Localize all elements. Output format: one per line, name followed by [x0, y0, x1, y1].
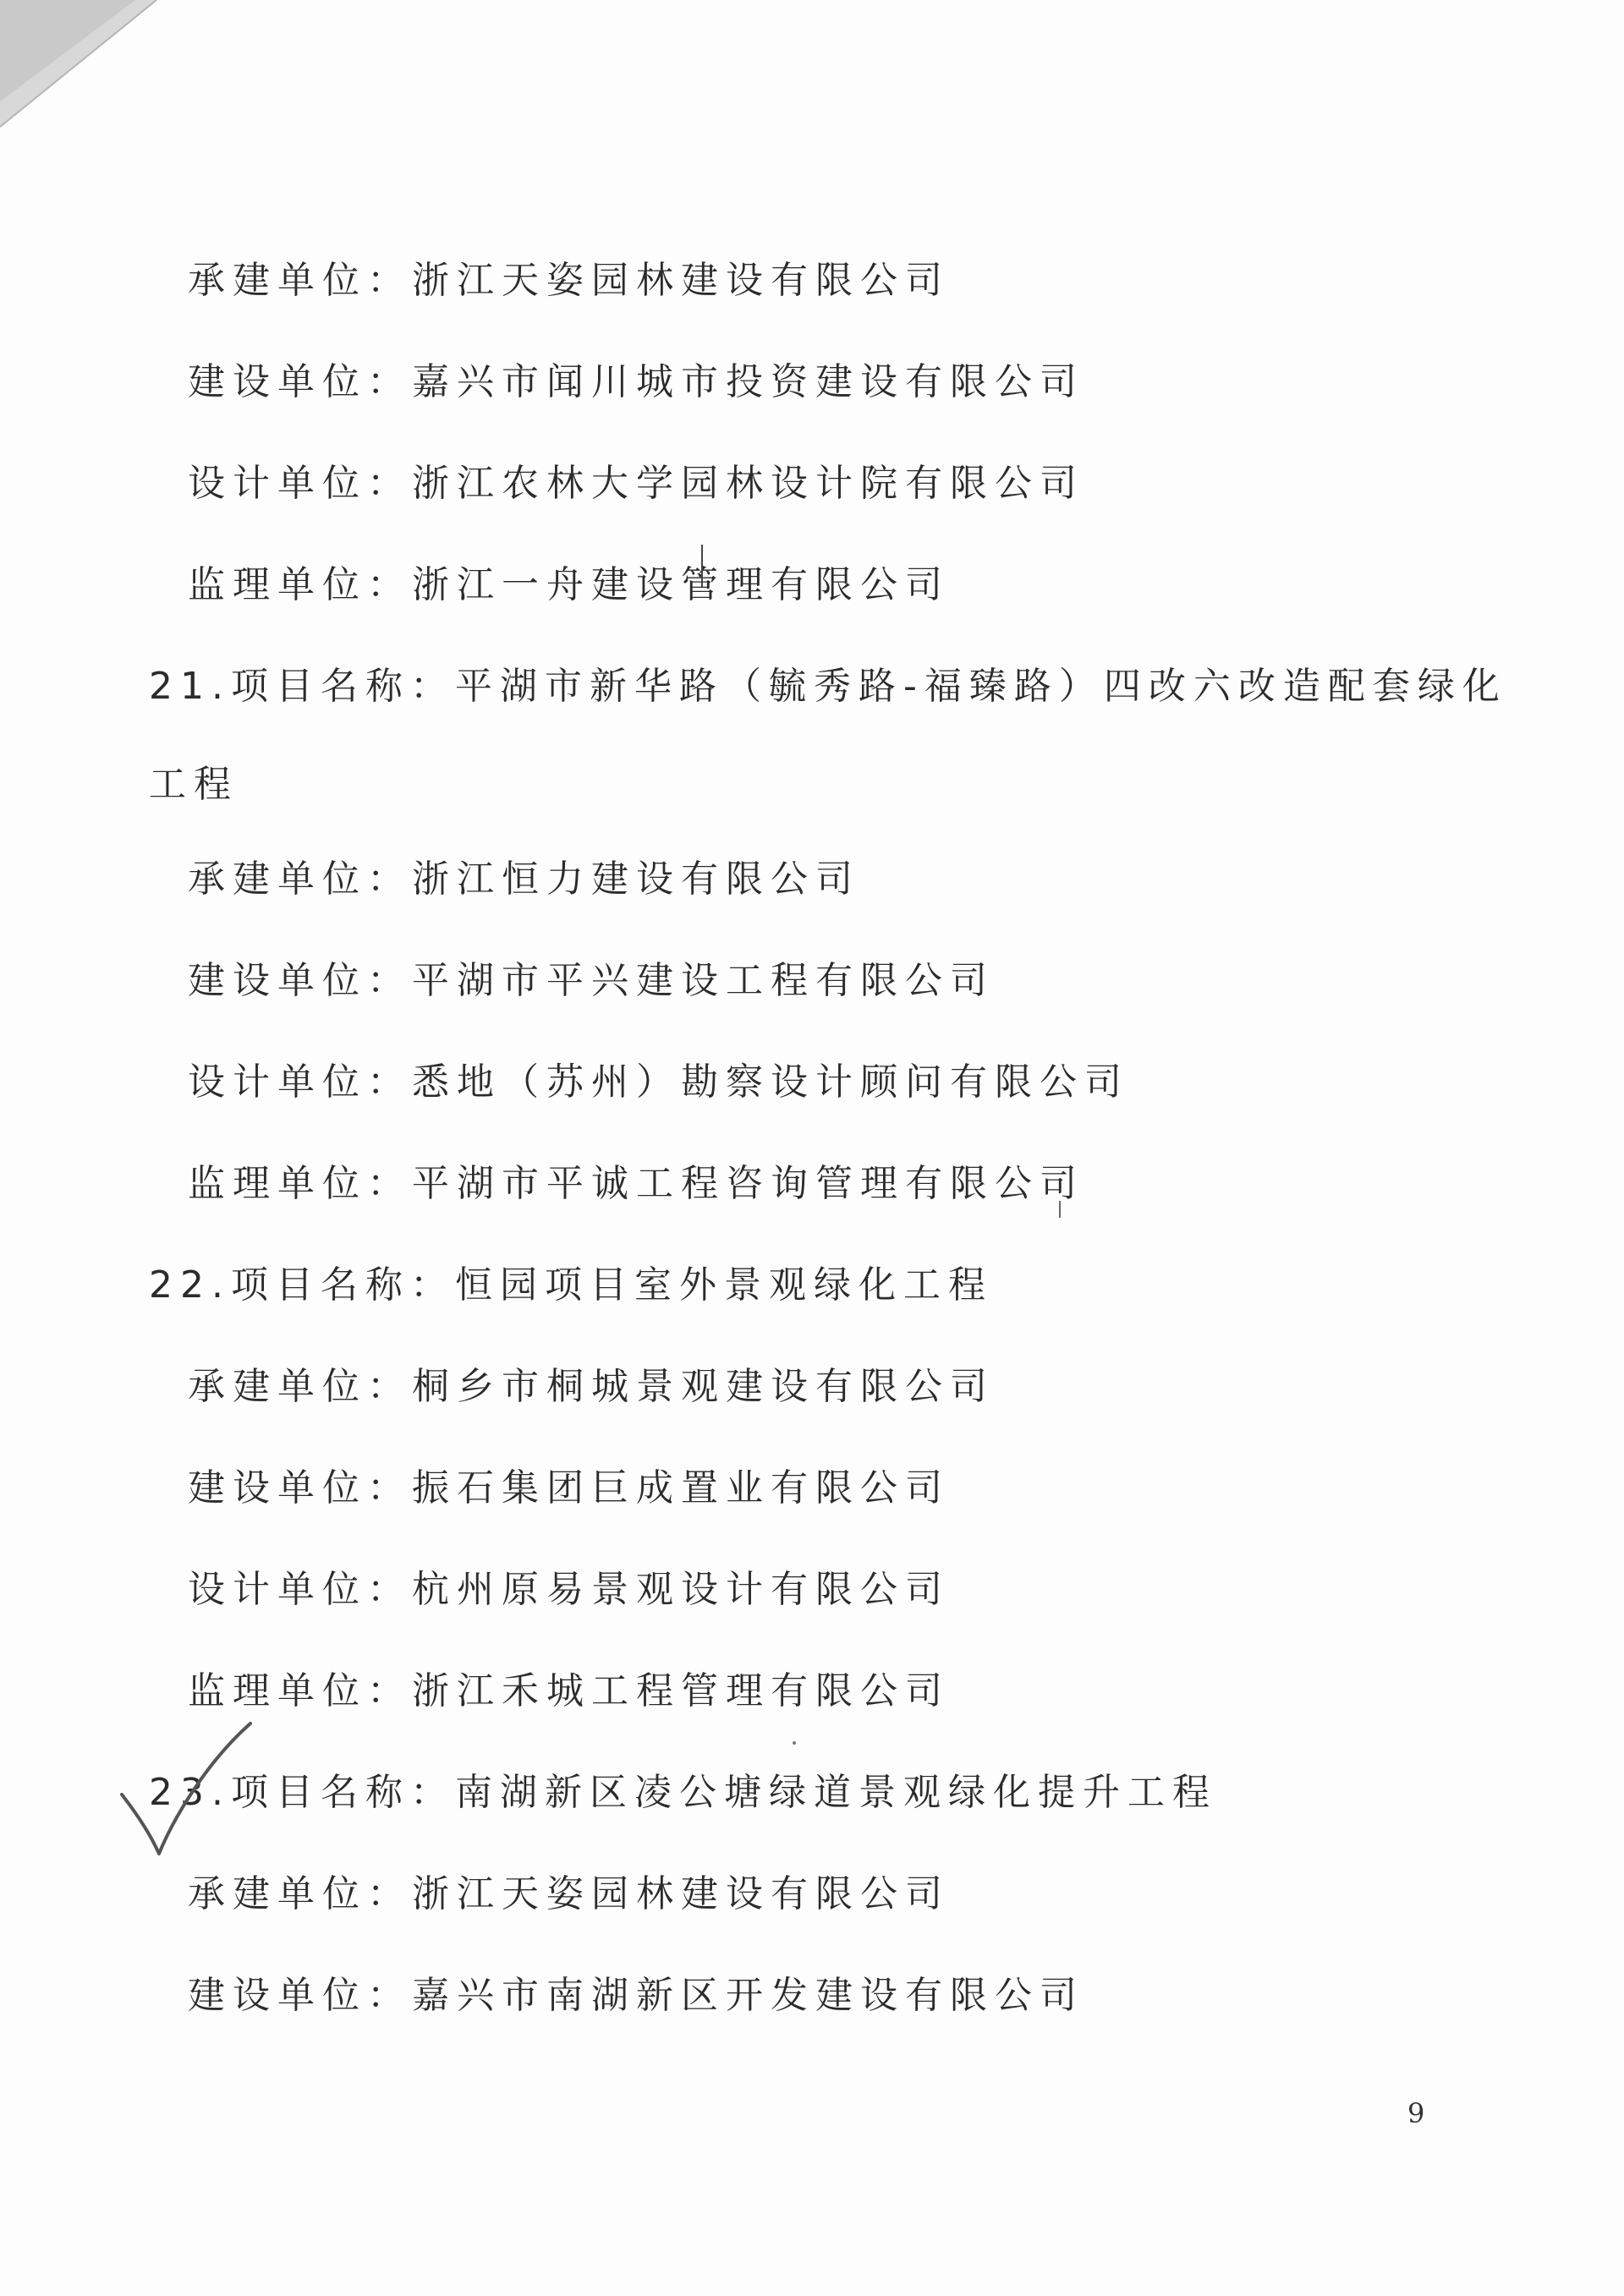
contractor-line: 承建单位：浙江恒力建设有限公司 — [188, 858, 860, 901]
owner-line: 建设单位：嘉兴市南湖新区开发建设有限公司 — [188, 1974, 1084, 2017]
project-title-23: 23.项目名称：南湖新区凌公塘绿道景观绿化提升工程 — [149, 1771, 1217, 1814]
stray-dot-mark — [792, 1740, 797, 1745]
owner-line: 建设单位：平湖市平兴建设工程有限公司 — [188, 959, 995, 1002]
designer-line: 设计单位：悉地（苏州）勘察设计顾问有限公司 — [188, 1060, 1129, 1104]
folded-corner-shadow — [0, 0, 169, 169]
supervisor-line: 监理单位：浙江一舟建设管理有限公司 — [188, 563, 950, 606]
supervisor-line: 监理单位：平湖市平诚工程咨询管理有限公司 — [188, 1162, 1084, 1205]
designer-line: 设计单位：浙江农林大学园林设计院有限公司 — [188, 462, 1084, 505]
owner-line: 建设单位：振石集团巨成置业有限公司 — [188, 1466, 950, 1510]
project-title-21-continued: 工程 — [149, 763, 239, 806]
project-title-21: 21.项目名称：平湖市新华路（毓秀路-福臻路）四改六改造配套绿化 — [149, 665, 1507, 708]
contractor-line: 承建单位：浙江天姿园林建设有限公司 — [188, 259, 950, 302]
owner-line: 建设单位：嘉兴市闻川城市投资建设有限公司 — [188, 360, 1084, 403]
stray-pen-mark — [699, 545, 705, 587]
page-number: 9 — [1407, 2097, 1425, 2129]
stray-dot-mark — [1057, 1201, 1062, 1218]
supervisor-line: 监理单位：浙江禾城工程管理有限公司 — [188, 1669, 950, 1712]
project-title-22: 22.项目名称：恒园项目室外景观绿化工程 — [149, 1263, 993, 1307]
contractor-line: 承建单位：浙江天姿园林建设有限公司 — [188, 1872, 950, 1915]
contractor-line: 承建单位：桐乡市桐城景观建设有限公司 — [188, 1365, 995, 1408]
designer-line: 设计单位：杭州原易景观设计有限公司 — [188, 1568, 950, 1611]
handwritten-checkmark-icon — [115, 1717, 259, 1869]
